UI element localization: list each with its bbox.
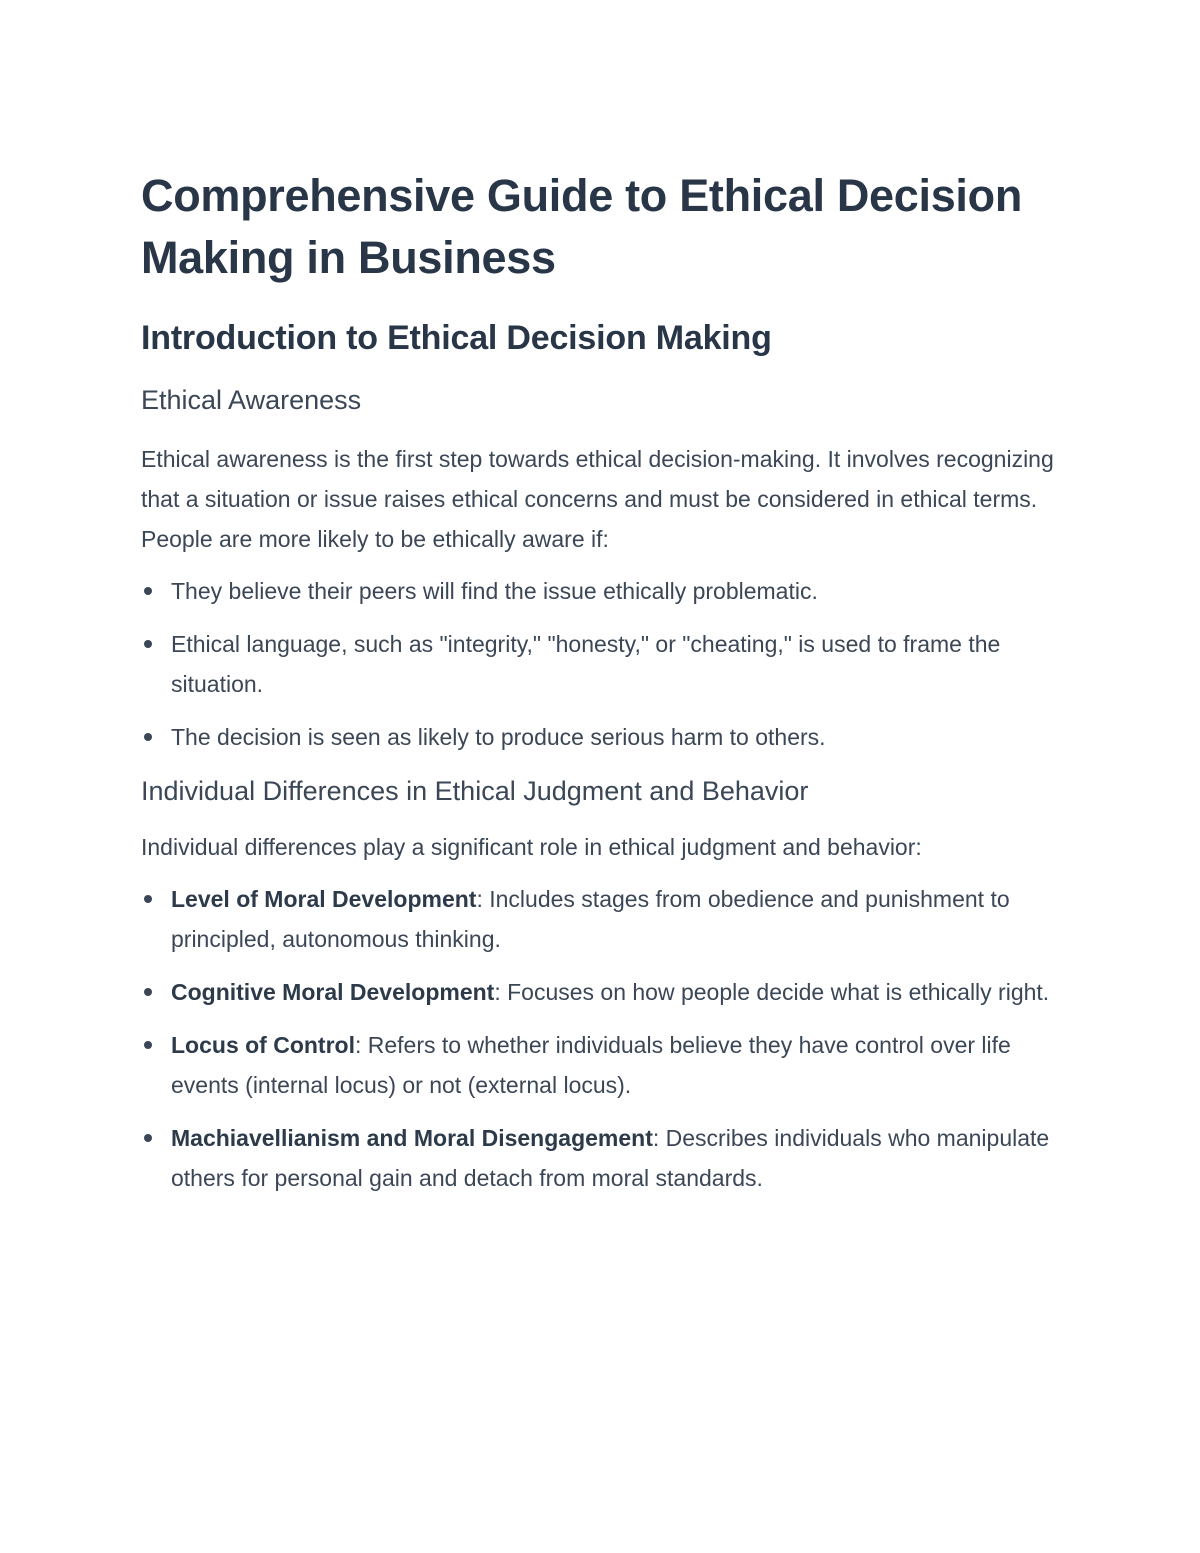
list-item — [141, 717, 1061, 757]
bullet-icon — [144, 1134, 152, 1142]
list-item — [141, 1025, 1061, 1105]
list-item-text: : Describes individuals who manipulate others for personal gain and detach from moral standards. — [171, 1125, 1050, 1191]
ethical-awareness-list — [141, 571, 1061, 757]
list-item-term: Cognitive Moral Development — [171, 979, 495, 1005]
list-item-text: The decision is seen as likely to produce serious harm to others. — [171, 724, 826, 750]
list-item-text: : Refers to whether individuals believe they have control over life events (internal locus) or not (external locus). — [171, 1032, 1011, 1098]
bullet-icon — [144, 895, 152, 903]
section-heading: Introduction to Ethical Decision Making — [141, 319, 772, 357]
bullet-icon — [144, 733, 152, 741]
list-item-text: : Focuses on how people decide what is ethically right. — [494, 979, 1050, 1005]
bullet-icon — [144, 988, 152, 996]
list-item-text: Ethical language, such as "integrity," "honesty," or "cheating," is used to frame the situation. — [171, 631, 1001, 697]
list-item-term: Machiavellianism and Moral Disengagement — [171, 1125, 653, 1151]
subsection-heading-ethical-awareness: Ethical Awareness — [141, 385, 362, 415]
list-item — [141, 879, 1061, 959]
list-item-term: Level of Moral Development — [171, 886, 477, 912]
list-item-text: They believe their peers will find the issue ethically problematic. — [171, 578, 818, 604]
bullet-icon — [144, 640, 152, 648]
list-item-text: : Includes stages from obedience and punishment to principled, autonomous thinking. — [171, 886, 1010, 952]
document-page — [141, 165, 1061, 1198]
subsection-heading-individual-differences: Individual Differences in Ethical Judgment and Behavior — [141, 776, 809, 806]
ethical-awareness-paragraph: Ethical awareness is the first step towards ethical decision-making. It involves recognizing that a situation or issue raises ethical concerns and must be considered in ethical terms. People are more likely to be ethically aware if: — [141, 446, 1054, 552]
list-item-term: Locus of Control — [171, 1032, 355, 1058]
individual-differences-list — [141, 879, 1061, 1198]
list-item — [141, 972, 1061, 1012]
list-item — [141, 624, 1061, 704]
bullet-icon — [144, 1041, 152, 1049]
list-item — [141, 1118, 1061, 1198]
individual-differences-paragraph: Individual differences play a significant role in ethical judgment and behavior: — [141, 834, 922, 860]
list-item — [141, 571, 1061, 611]
bullet-icon — [144, 587, 152, 595]
document-title: Comprehensive Guide to Ethical Decision Making in Business — [141, 170, 1023, 283]
